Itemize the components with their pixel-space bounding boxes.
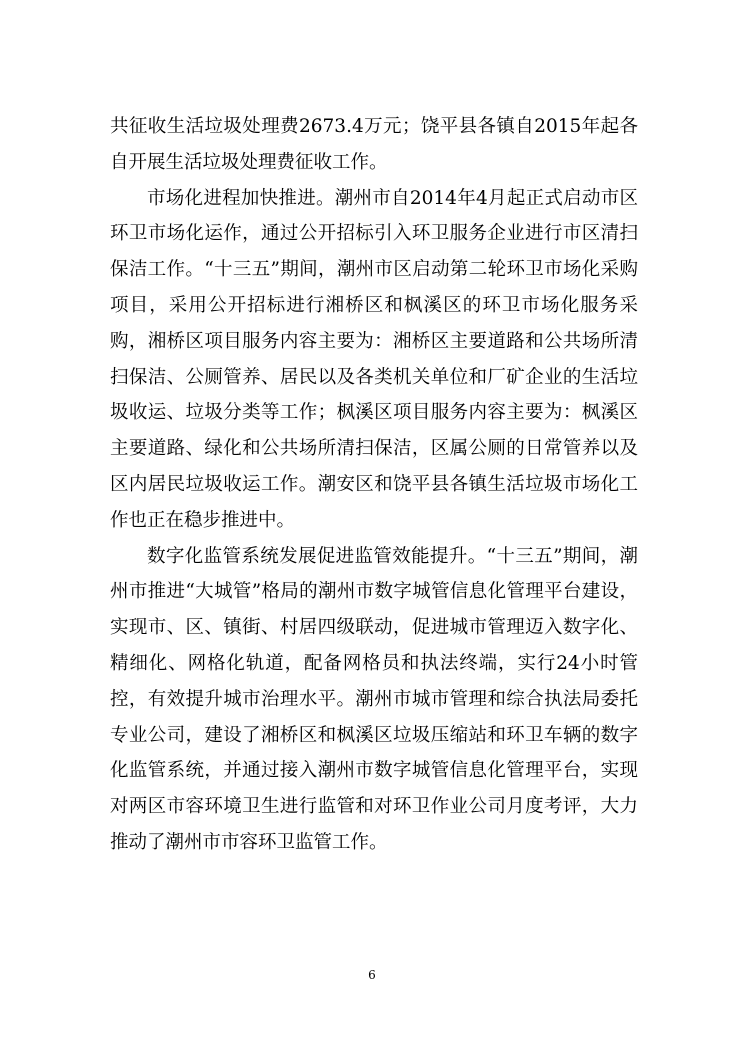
body-text — [110, 109, 638, 861]
paragraph-fee-collection: 共征收生活垃圾处理费2673.4万元；饶平县各镇自2015年起各自开展生活垃圾处理费征收工作。 — [110, 116, 638, 173]
paragraph-marketization: 市场化进程加快推进。潮州市自2014年4月起正式启动市区环卫市场化运作，通过公开招标引入环卫服务企业进行市区清扫保洁工作。“十三五”期间，潮州市区启动第二轮环卫市场化采购项目，采用公开招标进行湘桥区和枫溪区的环卫市场化服务采购，湘桥区项目服务内容主要为：湘桥区主要道路和公共场所清扫保洁、公厕管养、居民以及各类机关单位和厂矿企业的生活垃圾收运、垃圾分类等工作；枫溪区项目服务内容主要为：枫溪区主要道路、绿化和公共场所清扫保洁，区属公厕的日常管养以及区内居民垃圾收运工作。潮安区和饶平县各镇生活垃圾市场化工作也正在稳步推进中。 — [110, 187, 638, 531]
page-number: 6 — [368, 968, 376, 982]
paragraph-digital-supervision: 数字化监管系统发展促进监管效能提升。“十三五”期间，潮州市推进“大城管”格局的潮州市数字城管信息化管理平台建设，实现市、区、镇街、村居四级联动，促进城市管理迈入数字化、精细化、网格化轨道，配备网格员和执法终端，实行24小时管控，有效提升城市治理水平。潮州市城市管理和综合执法局委托专业公司，建设了湘桥区和枫溪区垃圾压缩站和环卫车辆的数字化监管系统，并通过接入潮州市数字城管信息化管理平台，实现对两区市容环境卫生进行监管和对环卫作业公司月度考评，大力推动了潮州市市容环卫监管工作。 — [110, 545, 638, 853]
